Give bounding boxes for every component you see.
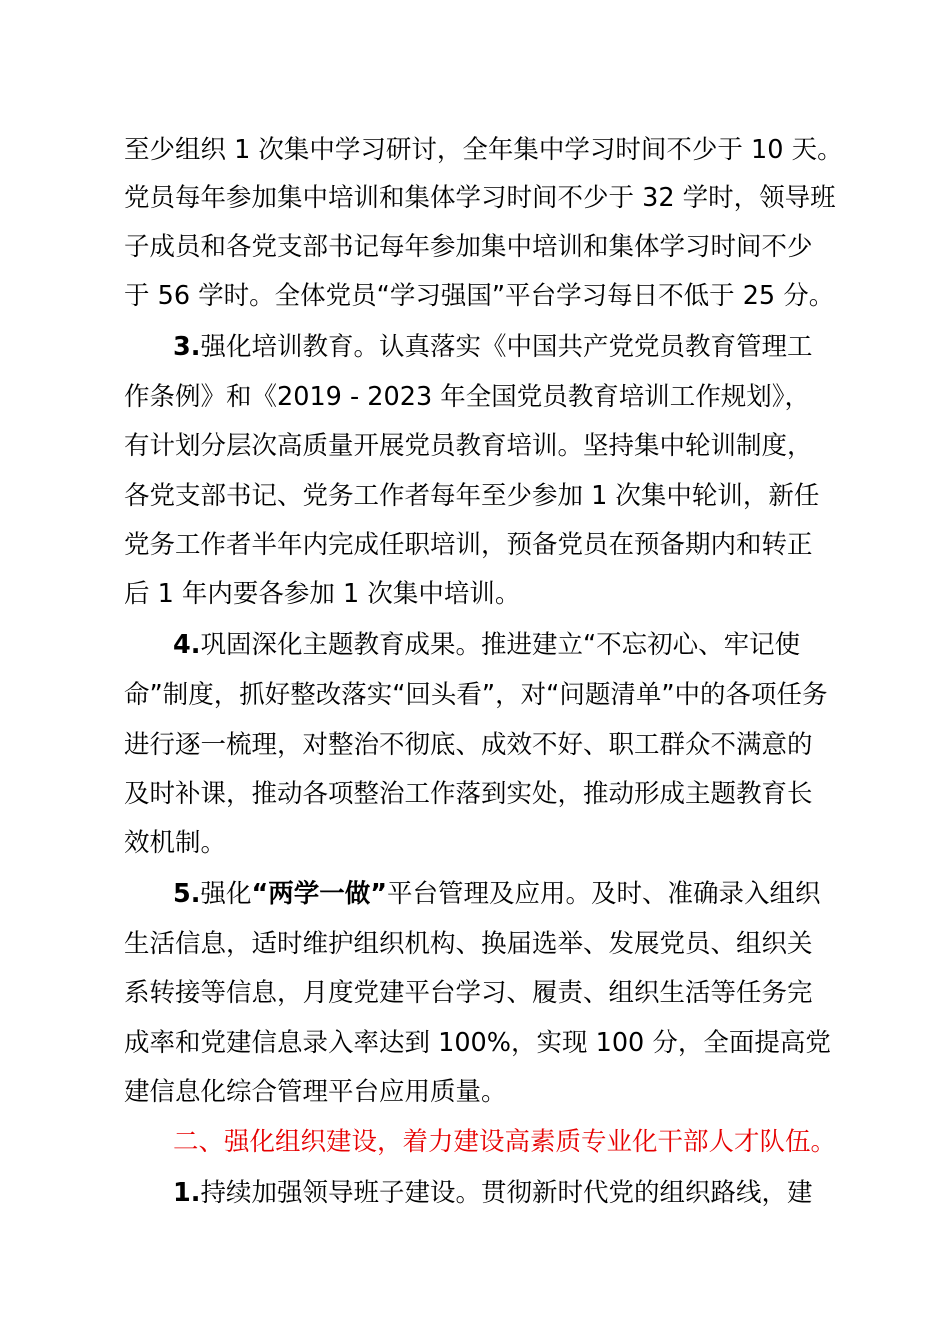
paragraph-line: 后 1 年内要各参加 1 次集中培训。 bbox=[124, 579, 521, 609]
section-item-3-line: 3.强化培训教育。认真落实《中国共产党党员教育管理工 bbox=[173, 332, 813, 362]
bold-quote: “两学一做” bbox=[251, 879, 387, 909]
paragraph-line: 进行逐一梳理，对整治不彻底、成效不好、职工群众不满意的 bbox=[124, 730, 813, 760]
paragraph-line: 成率和党建信息录入率达到 100%，实现 100 分，全面提高党 bbox=[124, 1028, 831, 1058]
paragraph-line: 子成员和各党支部书记每年参加集中培训和集体学习时间不少 bbox=[124, 232, 813, 262]
paragraph-line: 有计划分层次高质量开展党员教育培训。坚持集中轮训制度， bbox=[124, 431, 813, 461]
paragraph-line: 系转接等信息，月度党建平台学习、履责、组织生活等任务完 bbox=[124, 978, 813, 1008]
item-number: 3. bbox=[173, 332, 201, 362]
paragraph-line: 党员每年参加集中培训和集体学习时间不少于 32 学时，领导班 bbox=[124, 183, 836, 213]
paragraph-line: 至少组织 1 次集中学习研讨，全年集中学习时间不少于 10 天。 bbox=[124, 135, 843, 165]
paragraph-line: 于 56 学时。全体党员“学习强国”平台学习每日不低于 25 分。 bbox=[124, 281, 835, 311]
section-heading: 二、强化组织建设，着力建设高素质专业化干部人才队伍。 bbox=[173, 1127, 837, 1157]
section-item-4-line: 4.巩固深化主题教育成果。推进建立“不忘初心、牢记使 bbox=[173, 630, 801, 660]
paragraph-line: 命”制度，抓好整改落实“回头看”，对“问题清单”中的各项任务 bbox=[124, 680, 828, 710]
item-number: 1. bbox=[173, 1178, 201, 1208]
paragraph-line: 各党支部书记、党务工作者每年至少参加 1 次集中轮训，新任 bbox=[124, 481, 820, 511]
item-number: 4. bbox=[173, 630, 201, 660]
section-item-1-line: 1.持续加强领导班子建设。贯彻新时代党的组织路线，建 bbox=[173, 1178, 813, 1208]
paragraph-line: 生活信息，适时维护组织机构、换届选举、发展党员、组织关 bbox=[124, 929, 813, 959]
paragraph-line: 建信息化综合管理平台应用质量。 bbox=[124, 1077, 507, 1107]
item-number: 5. bbox=[173, 879, 201, 909]
paragraph-line: 及时补课，推动各项整治工作落到实处，推动形成主题教育长 bbox=[124, 779, 813, 809]
paragraph-line: 效机制。 bbox=[124, 828, 227, 858]
paragraph-line: 作条例》和《2019 - 2023 年全国党员教育培训工作规划》， bbox=[124, 382, 811, 412]
section-item-5-line: 5.强化“两学一做”平台管理及应用。及时、准确录入组织 bbox=[173, 879, 821, 909]
paragraph-line: 党务工作者半年内完成任职培训，预备党员在预备期内和转正 bbox=[124, 530, 813, 560]
